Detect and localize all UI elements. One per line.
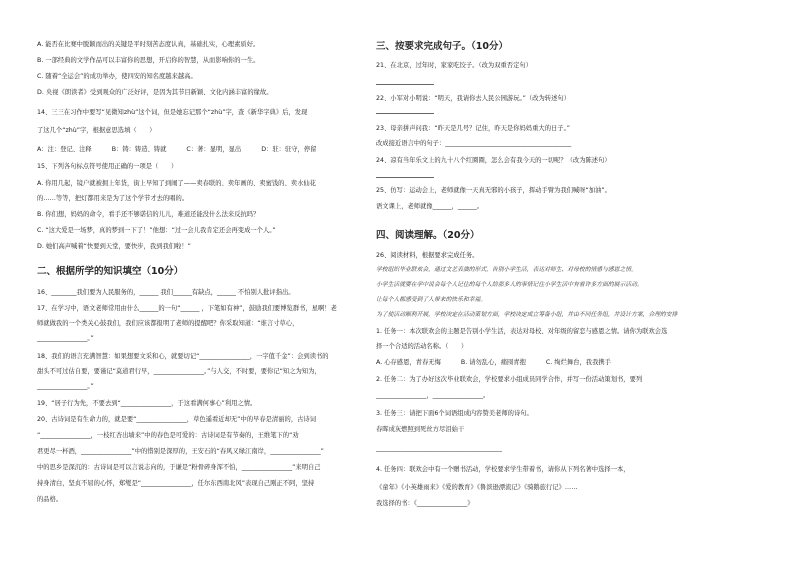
q26-task3-words: 春晖成灰燃照到死丝方尽泪始干 <box>376 426 465 433</box>
q15-option-a-line2: 的……等等，把灯都用来是为了这个学节才去的唱的。 <box>37 195 189 202</box>
q26-material-line4: 为了使活动顺利开展，学校决定在活动策划方面，学校决定成立筹备小组，并由不同任务组，并设计方案，合理的安排 <box>376 312 678 318</box>
q26-task3-stem: 3. 任务三：请把下面6个词语组成内容赞美老师的诗句。 <box>376 410 533 417</box>
q26-material-line3: 让每个人都感受到了人带来的快乐和幸福。 <box>376 297 487 303</box>
section-4-title: 四、阅读理解。（20分） <box>376 230 480 241</box>
q26-task1-line2: 择一个合适的活动名称。（ ） <box>376 343 468 350</box>
q24-answer-line <box>376 177 434 178</box>
section-2-title: 二、根据所学的知识填空（10分） <box>37 266 184 277</box>
q20-line6: 的品格。 <box>37 496 63 503</box>
q15-option-d: D. 她们高声喊着“快要到天堂，要快步，我到我们啦！” <box>37 243 191 250</box>
q25-line1: 25、仿写：运动会上，老师就像一天真无邪的小孩子，挥动手臂为我们喊呀“加油”。 <box>376 187 611 194</box>
q20-line1: 20、古诗词是有生命力的，就是要“________________，草色遥看近却无”中的早春是清丽的，古诗词 <box>37 416 317 423</box>
q26-task1-options <box>376 359 629 367</box>
q15-stem: 15、下列各句标点符号使用正确的一项是（ ） <box>37 163 178 170</box>
q26-task4-answer: 我选择的书：《________________》 <box>376 500 474 507</box>
q20-line3: 君更尽一杯酒，________________”中的惜别是深厚的，王安石的“春风又绿江南岸，________________” <box>37 448 324 455</box>
q26-task1-line1: 1. 任务一：本次联欢会的主题是告别小学生活，表达对母校、对年级的留恋与感恩之情。请你为联欢会选 <box>376 328 668 335</box>
q13-option-c: C. 随着“全运会”的成功举办，使四安的知名度越来越高。 <box>37 73 197 80</box>
q23-line2: 改成接近语言中的句子：________________________________________ <box>376 140 572 147</box>
q16: 16、________我们要为人民服务的，______ 我们______有缺点，______ 不怕别人批评指出。 <box>37 289 295 296</box>
q21: 21、在北京，过年时，家家吃饺子。（改为双重否定句） <box>376 62 532 69</box>
q15-option-b: B. 你们想，妈妈的命令，看手还不够诺信的儿儿，难道还能没什么法来反抗吗？ <box>37 211 260 218</box>
q15-option-a-line1: A. 你用几起，镜户就被拥上年货，街上早知了到闹了——卖春联的、卖年画的、卖蜜饯的、卖水仙花 <box>37 180 316 187</box>
q26-material-line1: 学校组织毕业联欢会，通过文艺表演的形式，告别小学生活，表达对师生、对母校的情感与感恩之情。 <box>376 267 637 273</box>
q15-option-c: C. “这大爱是一场梦，真的梦到一下了！”他想：“过一会儿我肯定还会再变成一个人。” <box>37 227 276 234</box>
q26-material-line2: 小学生活就要在学中说会每个人记住的每个人给那多人的事情记住小学生活中有着许多方面的展示活动。 <box>376 282 643 288</box>
q20-line5: 持身清白，坚贞不屈的心怀，郑燮是“________________，任尔东西南北风”表现自己刚正不阿，坚持 <box>37 480 315 487</box>
q18-line1: 18、我们的语言充满智慧：如果想要文采和心，就要切记“________________，一字值千金”：会到读书的 <box>37 353 329 360</box>
q21-answer-line <box>376 84 434 85</box>
q20-line2: “________________，一枝红杏出墙来”中的春色是可爱的：古诗词是有节奏的，王维笔下的“劝 <box>37 432 299 439</box>
q17-line3: ________________。” <box>37 335 94 342</box>
q26-task2-line1: 2. 任务二：为了办好这次毕业联欢会，学校要求小组成员同学合作，并写一份活动策划书，要列 <box>376 376 643 383</box>
q14-options <box>37 146 334 154</box>
q14-stem-line1: 14、三三在习作中要写“见微知zhù”这个词，但是她忘记那个“zhù”字，查《新华字典》后，发现 <box>37 109 308 116</box>
q23-line1: 23、母亲拼声问我：“昨天是几号？记住，昨天是你妈妈重大的日子。” <box>376 125 570 132</box>
q14-option-a: A：注：登记、注释 <box>37 146 92 153</box>
q13-option-a: A. 能否在比赛中脱颖而出的关键是平时刻苦态度认真，基础扎实，心理素质好。 <box>37 41 260 48</box>
q22-answer-line <box>376 113 434 114</box>
q18-line2: 甜头不可过估自要，要谨记“莫道君行早，________________。”与人交，不时要，要你记“知之为知为， <box>37 368 321 375</box>
q14-option-d: D：驻：驻守，停留 <box>261 146 317 153</box>
q26-task4-books: 《童年》《小英雄雨来》《爱的教育》《鲁滨逊漂流记》《骑鹅旅行记》…… <box>376 484 578 491</box>
q18-line3: ________________。” <box>37 383 94 390</box>
q26-task4-stem: 4. 任务四：联欢会中有一个赠书活动，学校要求学生带着书，请你从下列名著中选择一本， <box>376 466 630 473</box>
q20-line4: 中的思乡是深沉的：古诗词是可以言说志向的，于谦是“粉骨碎身浑不怕，________________”来明自己 <box>37 464 321 471</box>
q17-line2: 师就做我的一个类关心鼓我们，我们应该都报明了老师的提醒吧？你采取知道：“谁言寸草心， <box>37 320 299 327</box>
q19: 19、“居子行为先，不要去到“________________，于这看满何事心”利用之情。 <box>37 400 257 407</box>
q14-option-c: C：著：显明，显出 <box>186 146 242 153</box>
q26-task3-answer-line: ________________________________________ <box>376 445 502 452</box>
q24: 24、凉有当年乐文上的九十八个红圈圈，怎么会有我今天的一切呢？（改为陈述句） <box>376 157 611 164</box>
q14-stem-line2: 了这几个“zhù”字，根据意思选填（ ） <box>37 127 156 134</box>
q13-option-b: B. 一部经典的文学作品可以丰富你的思想，开启你的智慧，从而影响你的一生。 <box>37 57 260 64</box>
q26-option-a: A. 心存感恩，青春无悔 <box>376 359 441 366</box>
q14-option-b: B：铸：铸造、铸就 <box>111 146 167 153</box>
q22: 22、小军对小明说：“明天，我请你去人民公园游玩。”（改为转述句） <box>376 95 570 102</box>
q13-option-d: D. 央视《朗读者》受到观众的广泛好评，是因为其节目新颖、文化内涵丰富的缘故。 <box>37 89 273 96</box>
q26-option-b: B. 请勿乱心，痛囤青抱 <box>460 359 526 366</box>
q26-option-c: C. 绚烂舞台，我我携手 <box>545 359 611 366</box>
q26-task2-line2: ________________，________________。 <box>376 392 490 399</box>
q17-line1: 17、在学习中，语文老师常用由什么______的一句“______ ，下笔如有神”，鼓励我们要博览群书，星啊！老 <box>37 305 337 312</box>
section-3-title: 三、按要求完成句子。（10分） <box>376 41 508 52</box>
q26-stem: 26、阅读材料，根据要求完成任务。 <box>376 252 479 259</box>
q25-line2: 语文课上，老师就像______，______。 <box>376 203 484 210</box>
